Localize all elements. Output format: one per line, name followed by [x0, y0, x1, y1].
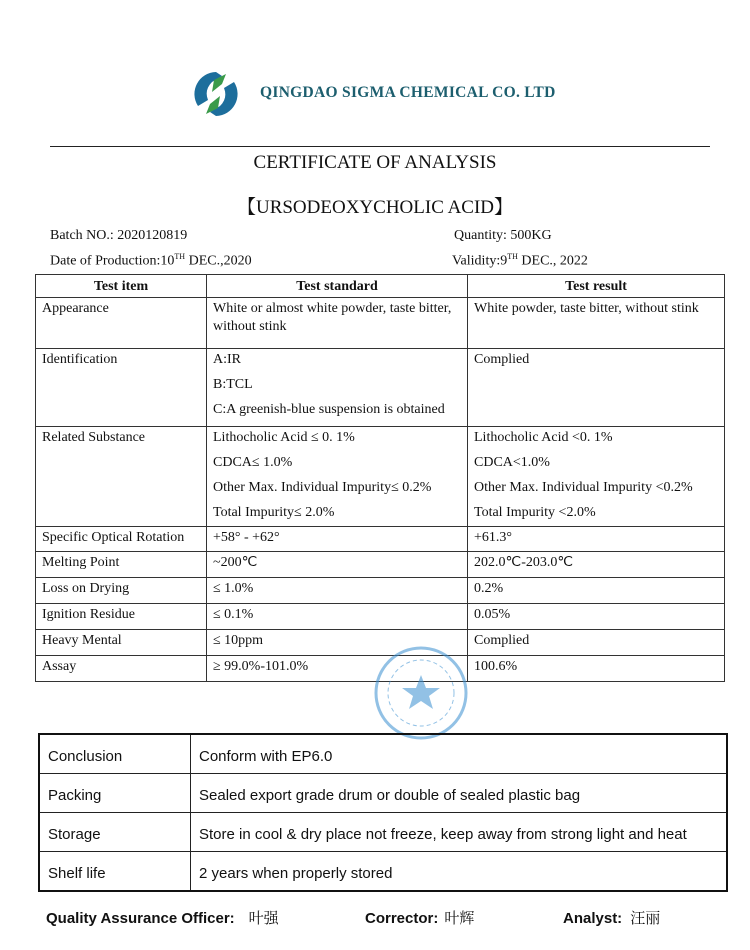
table-row — [36, 298, 725, 349]
test-standard — [207, 604, 468, 630]
summary-row — [39, 813, 727, 852]
result-line: Total Impurity <2.0% — [474, 505, 596, 520]
qa-officer: Quality Assurance Officer: 叶强 — [46, 910, 279, 927]
column-header: Test result — [468, 275, 725, 298]
test-standard — [207, 427, 468, 527]
analyst: Analyst: 汪丽 — [563, 910, 661, 927]
test-standard — [207, 349, 468, 427]
result-line: 0.2% — [474, 581, 504, 596]
result-line: Lithocholic Acid <0. 1% — [474, 430, 613, 445]
table-row — [36, 527, 725, 552]
summary-row — [39, 774, 727, 813]
summary-value: 2 years when properly stored — [191, 852, 728, 892]
result-line: 0.05% — [474, 607, 511, 622]
company-seal — [373, 645, 469, 741]
standard-line: CDCA≤ 1.0% — [213, 455, 293, 470]
test-result — [468, 552, 725, 578]
test-item: Appearance — [36, 298, 207, 349]
summary-table — [38, 733, 728, 892]
test-result — [468, 349, 725, 427]
summary-label: Shelf life — [39, 852, 191, 892]
test-item: Melting Point — [36, 552, 207, 578]
table-row — [36, 578, 725, 604]
test-item: Related Substance — [36, 427, 207, 527]
test-standard — [207, 552, 468, 578]
validity-date: Validity:9TH DEC., 2022 — [452, 252, 588, 269]
test-standard — [207, 578, 468, 604]
test-item: Heavy Mental — [36, 630, 207, 656]
standard-line: A:IR — [213, 352, 241, 367]
summary-row — [39, 852, 727, 892]
test-result — [468, 427, 725, 527]
result-line: CDCA<1.0% — [474, 455, 550, 470]
summary-value: Sealed export grade drum or double of sealed plastic bag — [191, 774, 728, 813]
result-line: +61.3° — [474, 530, 512, 545]
header-divider — [50, 146, 710, 147]
test-standard — [207, 298, 468, 349]
summary-label: Packing — [39, 774, 191, 813]
result-line: White powder, taste bitter, without stink — [474, 301, 699, 316]
result-line: 202.0℃-203.0℃ — [474, 555, 574, 570]
standard-line: ≤ 10ppm — [213, 633, 264, 648]
result-line: Complied — [474, 352, 530, 367]
standard-line: White or almost white powder, taste bitter, without stink — [213, 301, 452, 334]
summary-label: Storage — [39, 813, 191, 852]
production-date: Date of Production:10TH DEC.,2020 — [50, 252, 252, 269]
test-item: Specific Optical Rotation — [36, 527, 207, 552]
summary-label: Conclusion — [39, 734, 191, 774]
summary-value: Conform with EP6.0 — [191, 734, 728, 774]
test-result — [468, 604, 725, 630]
standard-line: Other Max. Individual Impurity≤ 0.2% — [213, 480, 432, 495]
quantity: Quantity: 500KG — [454, 228, 552, 243]
test-item: Identification — [36, 349, 207, 427]
test-item: Ignition Residue — [36, 604, 207, 630]
test-table — [35, 274, 725, 682]
test-result — [468, 578, 725, 604]
result-line: Complied — [474, 633, 530, 648]
standard-line: ≤ 0.1% — [213, 607, 254, 622]
standard-line: ≤ 1.0% — [213, 581, 254, 596]
column-header: Test item — [36, 275, 207, 298]
test-result — [468, 527, 725, 552]
company-logo — [192, 70, 240, 118]
test-result — [468, 656, 725, 682]
corrector: Corrector: 叶辉 — [365, 910, 475, 927]
test-result — [468, 630, 725, 656]
standard-line: C:A greenish-blue suspension is obtained — [213, 402, 445, 417]
standard-line: +58° - +62° — [213, 530, 280, 545]
test-result — [468, 298, 725, 349]
standard-line: ~200℃ — [213, 555, 258, 570]
standard-line: ≥ 99.0%-101.0% — [213, 659, 309, 674]
batch-number: Batch NO.: 2020120819 — [50, 228, 188, 243]
standard-line: Total Impurity≤ 2.0% — [213, 505, 335, 520]
column-header: Test standard — [207, 275, 468, 298]
table-row — [36, 604, 725, 630]
standard-line: Lithocholic Acid ≤ 0. 1% — [213, 430, 355, 445]
result-line: 100.6% — [474, 659, 518, 674]
product-name: 【URSODEOXYCHOLIC ACID】 — [236, 197, 514, 218]
company-name: QINGDAO SIGMA CHEMICAL CO. LTD — [260, 84, 556, 101]
test-item: Assay — [36, 656, 207, 682]
test-item: Loss on Drying — [36, 578, 207, 604]
summary-row — [39, 734, 727, 774]
table-row — [36, 427, 725, 527]
standard-line: B:TCL — [213, 377, 253, 392]
table-row — [36, 349, 725, 427]
summary-value: Store in cool & dry place not freeze, keep away from strong light and heat — [191, 813, 728, 852]
test-standard — [207, 527, 468, 552]
table-row — [36, 552, 725, 578]
result-line: Other Max. Individual Impurity <0.2% — [474, 480, 693, 495]
document-title: CERTIFICATE OF ANALYSIS — [253, 152, 497, 173]
